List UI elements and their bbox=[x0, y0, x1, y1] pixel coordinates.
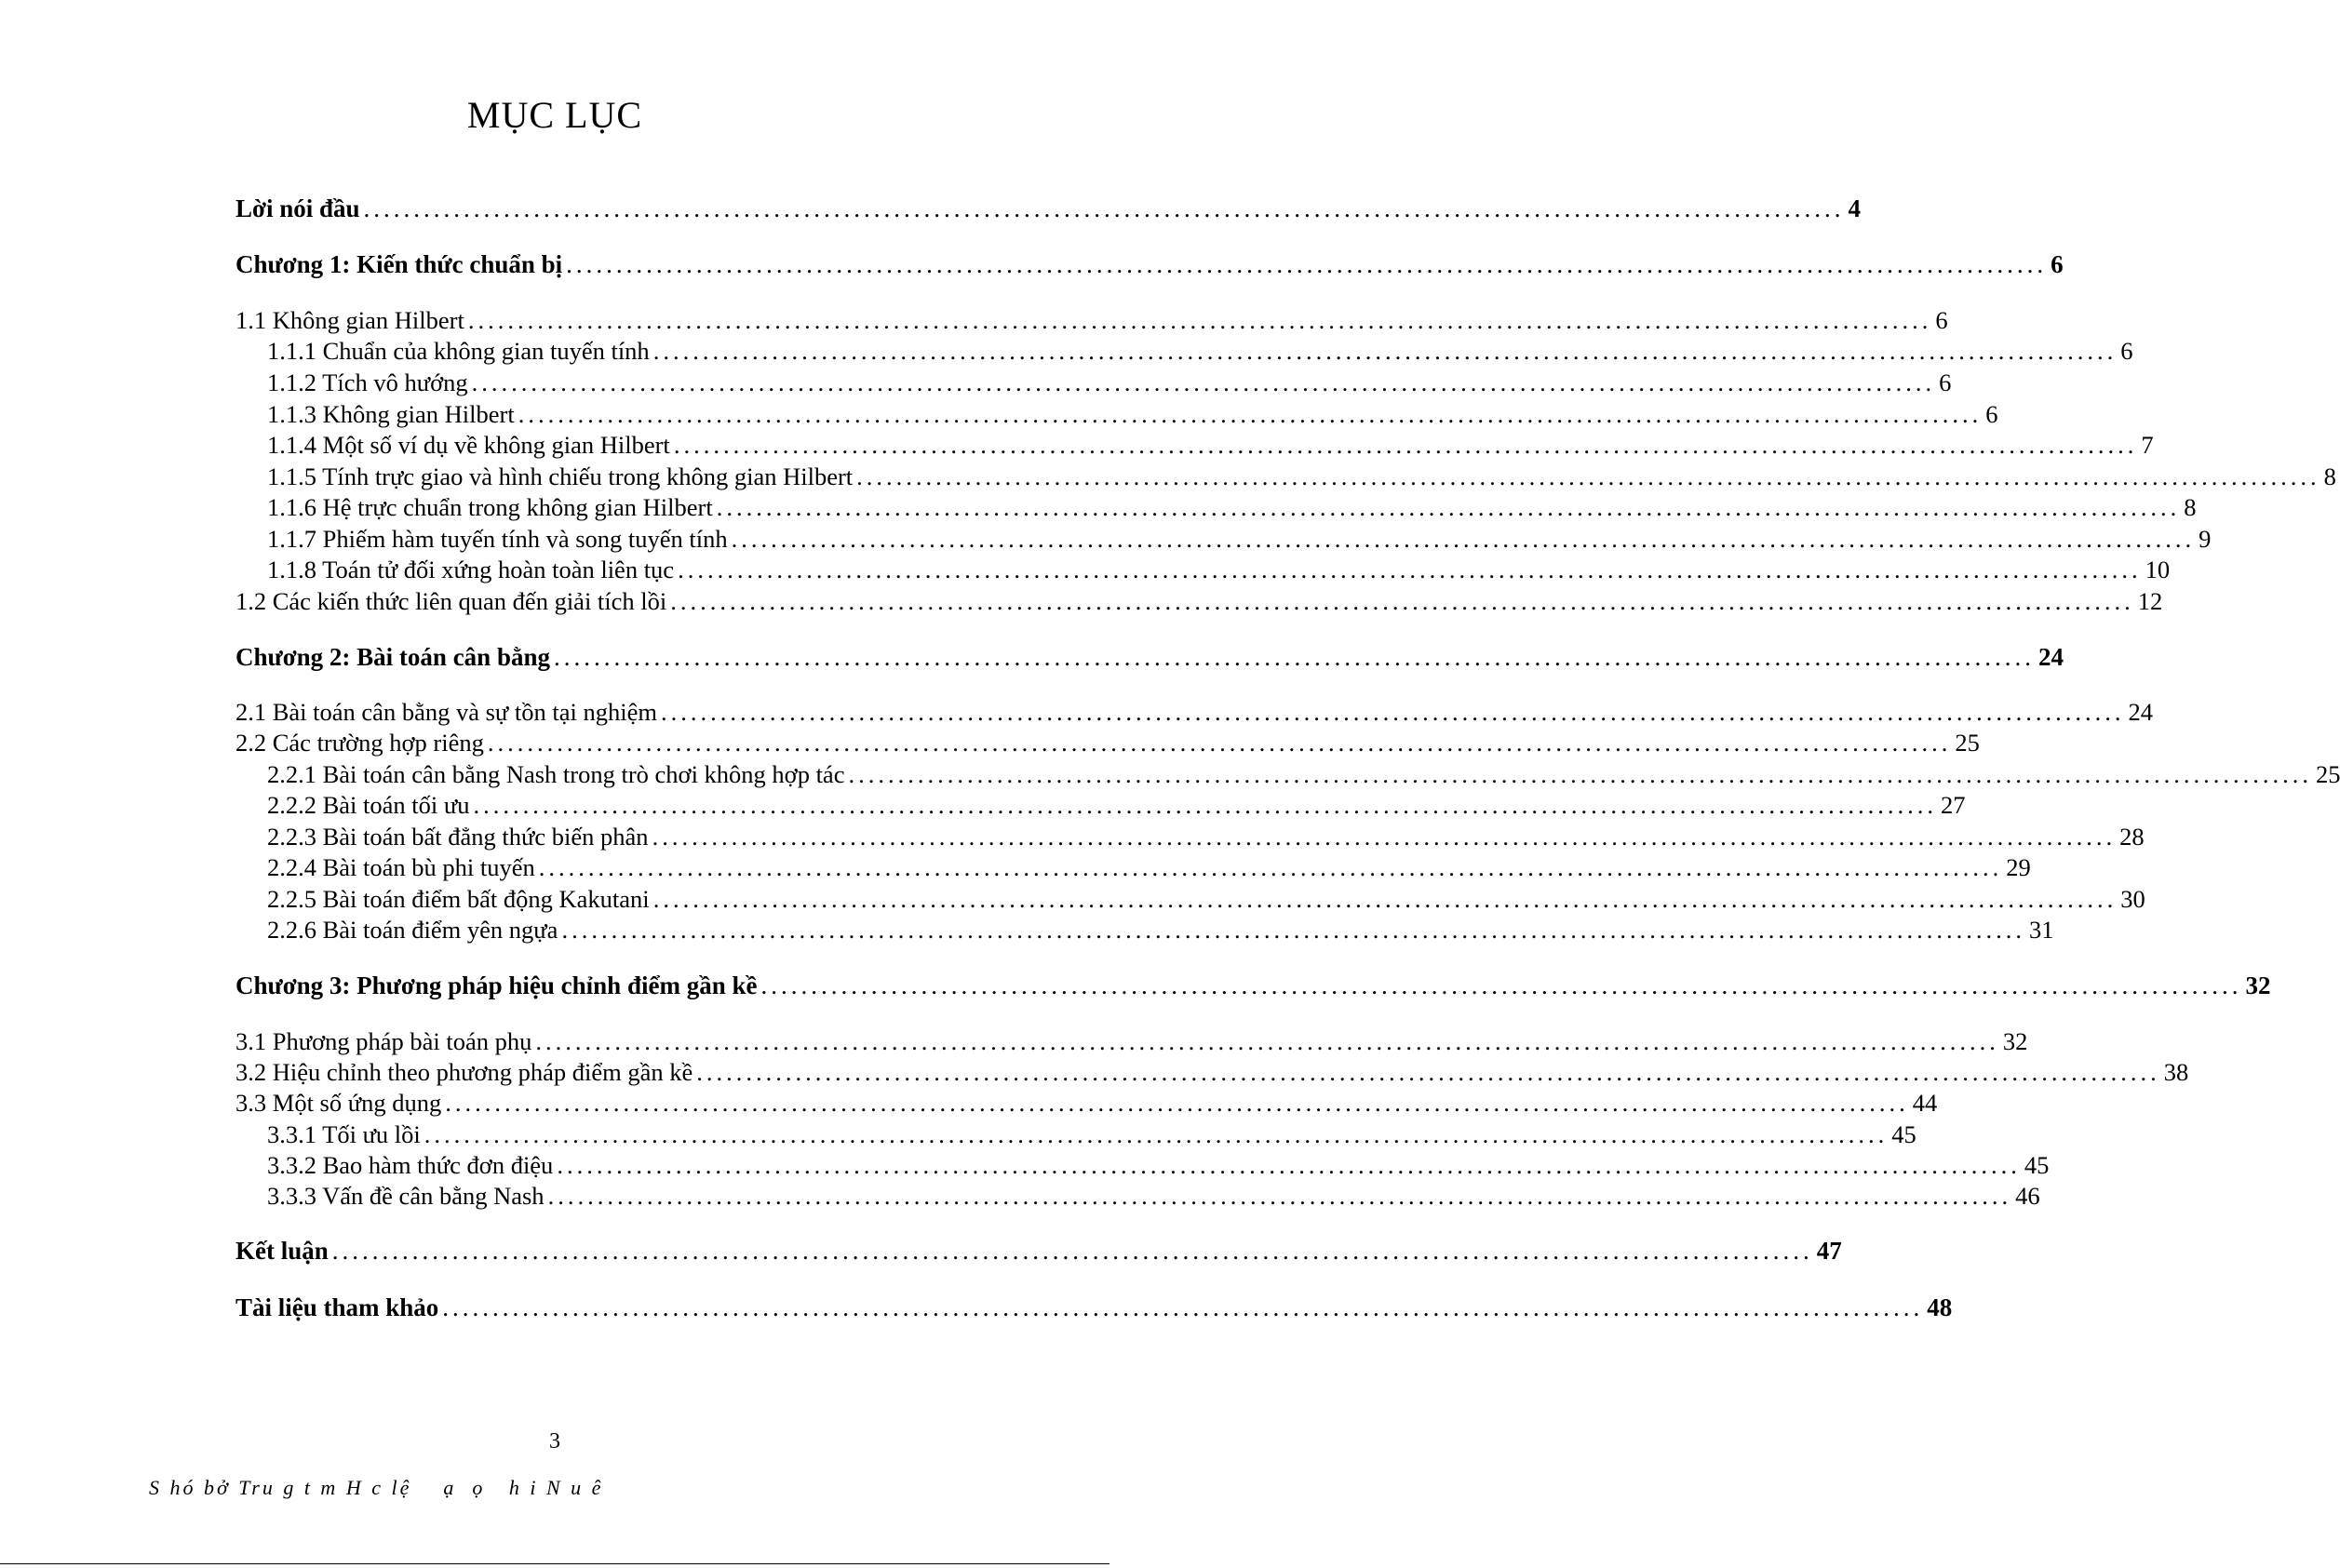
toc-entry-title: Chương 2: Bài toán cân bằng bbox=[235, 643, 550, 671]
toc-entry-title: Tài liệu tham khảo bbox=[235, 1293, 439, 1321]
toc-leader-dots: .................................................................................................................................................... bbox=[518, 400, 1983, 428]
toc-entry bbox=[267, 522, 2212, 556]
toc-entry bbox=[267, 553, 2171, 586]
toc-leader-dots: .................................................................................................................................................... bbox=[652, 823, 2117, 851]
toc-leader-dots: .................................................................................................................................................... bbox=[424, 1120, 1889, 1148]
toc-entry-title: 1.1.3 Không gian Hilbert bbox=[267, 400, 515, 428]
toc-entry-page: 38 bbox=[2163, 1058, 2189, 1086]
toc-entry-page: 32 bbox=[2002, 1027, 2028, 1055]
toc-entry-title: 3.3.2 Bao hàm thức đơn điệu bbox=[267, 1151, 554, 1179]
toc-entry-page: 6 bbox=[1935, 306, 1948, 334]
toc-entry-page: 45 bbox=[1891, 1120, 1916, 1148]
toc-entry bbox=[267, 1118, 1916, 1151]
toc-leader-dots: .................................................................................................................................................... bbox=[363, 194, 1845, 222]
toc-entry-title: Lời nói đầu bbox=[235, 194, 360, 222]
toc-entry-title: 2.2.4 Bài toán bù phi tuyến bbox=[267, 853, 535, 881]
toc-entry-page: 24 bbox=[2037, 643, 2064, 671]
toc-entry-page: 12 bbox=[2137, 587, 2163, 615]
toc-entry bbox=[235, 1291, 1953, 1324]
toc-entry bbox=[235, 1086, 1938, 1119]
toc-entry-title: 3.2 Hiệu chỉnh theo phương pháp điểm gần kề bbox=[235, 1058, 693, 1086]
toc-entry bbox=[235, 1234, 1842, 1267]
toc-entry bbox=[267, 428, 2154, 462]
toc-entry-title: 1.1.5 Tính trực giao và hình chiếu trong không gian Hilbert bbox=[267, 462, 854, 490]
toc-entry-title: 2.1 Bài toán cân bằng và sự tồn tại nghiệm bbox=[235, 698, 657, 726]
toc-entry-title: 2.2.3 Bài toán bất đẳng thức biến phân bbox=[267, 823, 649, 851]
toc-entry bbox=[267, 1148, 2050, 1182]
toc-entry-title: 3.1 Phương pháp bài toán phụ bbox=[235, 1027, 532, 1055]
page-title: MỤC LỤC bbox=[466, 94, 643, 136]
toc-entry bbox=[235, 1025, 2028, 1058]
toc-entry-page: 4 bbox=[1848, 194, 1862, 222]
toc-entry bbox=[235, 192, 1862, 225]
toc-entry bbox=[267, 490, 2197, 524]
toc-leader-dots: .................................................................................................................................................... bbox=[856, 462, 2320, 490]
toc-leader-dots: .................................................................................................................................................... bbox=[760, 972, 2242, 999]
toc-entry-page: 8 bbox=[2323, 462, 2336, 490]
toc-leader-dots: .................................................................................................................................................... bbox=[716, 493, 2181, 521]
toc-leader-dots: .................................................................................................................................................... bbox=[471, 369, 1936, 396]
toc-leader-dots: .................................................................................................................................................... bbox=[673, 431, 2138, 459]
toc-leader-dots: .................................................................................................................................................... bbox=[442, 1293, 1924, 1321]
toc-entry-page: 30 bbox=[2120, 885, 2145, 913]
toc-entry-title: 2.2.1 Bài toán cân bằng Nash trong trò chơi không hợp tác bbox=[267, 760, 845, 788]
toc-leader-dots: .................................................................................................................................................... bbox=[467, 306, 1932, 334]
toc-entry-title: 2.2.2 Bài toán tối ưu bbox=[267, 791, 470, 819]
toc-entry-title: 2.2.5 Bài toán điểm bất động Kakutani bbox=[267, 885, 650, 913]
toc-entry-title: 2.2.6 Bài toán điểm yên ngựa bbox=[267, 916, 558, 944]
toc-entry bbox=[267, 820, 2145, 853]
toc-entry-page: 6 bbox=[1939, 369, 1952, 396]
toc-leader-dots: .................................................................................................................................................... bbox=[670, 587, 2134, 615]
toc-entry-title: 1.2 Các kiến thức liên quan đến giải tích lồi bbox=[235, 587, 667, 615]
toc-leader-dots: .................................................................................................................................................... bbox=[566, 250, 2048, 278]
toc-entry-title: 2.2 Các trường hợp riêng bbox=[235, 729, 484, 757]
toc-leader-dots: .................................................................................................................................................... bbox=[538, 853, 2003, 881]
toc-entry-page: 25 bbox=[2315, 760, 2340, 788]
toc-entry bbox=[267, 913, 2054, 946]
toc-leader-dots: .................................................................................................................................................... bbox=[473, 791, 1938, 819]
toc-entry bbox=[235, 248, 2064, 281]
toc-entry-title: 1.1.8 Toán tử đối xứng hoàn toàn liên tục bbox=[267, 556, 675, 583]
toc-leader-dots: .................................................................................................................................................... bbox=[445, 1089, 1909, 1117]
toc-leader-dots: .................................................................................................................................................... bbox=[660, 698, 2125, 726]
toc-entry-title: Chương 1: Kiến thức chuẩn bị bbox=[235, 250, 563, 278]
toc-entry-title: 1.1.1 Chuẩn của không gian tuyến tính bbox=[267, 337, 650, 365]
bottom-rule bbox=[0, 1563, 1109, 1564]
toc-entry-title: 3.3 Một số ứng dụng bbox=[235, 1089, 442, 1117]
toc-entry-page: 31 bbox=[2028, 916, 2054, 944]
toc-entry-title: 1.1 Không gian Hilbert bbox=[235, 306, 464, 334]
toc-entry bbox=[267, 882, 2145, 916]
toc-entry-title: 3.3.3 Vấn đề cân bằng Nash bbox=[267, 1182, 545, 1210]
toc-entry bbox=[235, 695, 2153, 729]
toc-entry bbox=[267, 397, 1998, 431]
toc-leader-dots: .................................................................................................................................................... bbox=[553, 643, 2035, 671]
toc-entry-title: 1.1.2 Tích vô hướng bbox=[267, 369, 468, 396]
toc-entry bbox=[235, 726, 1980, 759]
toc-entry bbox=[267, 851, 2031, 884]
toc-entry bbox=[267, 788, 1966, 822]
toc-entry-page: 6 bbox=[1985, 400, 1998, 428]
toc-entry-page: 48 bbox=[1927, 1293, 1953, 1321]
toc-entry-page: 24 bbox=[2128, 698, 2153, 726]
toc-leader-dots: .................................................................................................................................................... bbox=[731, 525, 2196, 553]
toc-entry-page: 6 bbox=[2051, 250, 2064, 278]
toc-entry-page: 6 bbox=[2120, 337, 2133, 365]
toc-entry bbox=[267, 757, 2340, 791]
toc-leader-dots: .................................................................................................................................................... bbox=[487, 729, 1952, 757]
toc-entry bbox=[235, 584, 2163, 618]
toc-entry-page: 28 bbox=[2119, 823, 2145, 851]
toc-entry-page: 25 bbox=[1955, 729, 1980, 757]
toc-entry bbox=[235, 969, 2271, 1002]
toc-entry-title: 1.1.4 Một số ví dụ về không gian Hilbert bbox=[267, 431, 670, 459]
toc-leader-dots: .................................................................................................................................................... bbox=[535, 1027, 1999, 1055]
toc-entry bbox=[267, 366, 1952, 399]
toc-leader-dots: .................................................................................................................................................... bbox=[331, 1237, 1813, 1265]
toc-leader-dots: .................................................................................................................................................... bbox=[547, 1182, 2012, 1210]
toc-entry-title: 1.1.6 Hệ trực chuẩn trong không gian Hilbert bbox=[267, 493, 713, 521]
toc-entry-page: 29 bbox=[2006, 853, 2031, 881]
toc-leader-dots: .................................................................................................................................................... bbox=[561, 916, 2025, 944]
toc-entry-page: 46 bbox=[2015, 1182, 2040, 1210]
toc-entry-title: 3.3.1 Tối ưu lồi bbox=[267, 1120, 421, 1148]
toc-entry-title: Kết luận bbox=[235, 1237, 329, 1265]
toc-leader-dots: .................................................................................................................................................... bbox=[557, 1151, 2021, 1179]
page-number: 3 bbox=[549, 1429, 560, 1454]
toc-entry-page: 44 bbox=[1912, 1089, 1938, 1117]
toc-entry-page: 45 bbox=[2024, 1151, 2050, 1179]
footer-watermark: S hó bở Tru g t m H c lệ ạ ọ h i N u ê bbox=[149, 1476, 604, 1499]
toc-entry bbox=[267, 334, 2133, 368]
toc-leader-dots: .................................................................................................................................................... bbox=[696, 1058, 2160, 1086]
toc-entry bbox=[235, 640, 2064, 674]
toc-leader-dots: .................................................................................................................................................... bbox=[652, 337, 2118, 365]
toc-entry bbox=[267, 1179, 2040, 1213]
toc-entry-page: 9 bbox=[2199, 525, 2212, 553]
toc-leader-dots: .................................................................................................................................................... bbox=[678, 556, 2142, 583]
toc-entry-title: 1.1.7 Phiếm hàm tuyến tính và song tuyến tính bbox=[267, 525, 728, 553]
toc-leader-dots: .................................................................................................................................................... bbox=[652, 885, 2118, 913]
toc-entry-page: 32 bbox=[2245, 972, 2271, 999]
toc-entry-page: 27 bbox=[1941, 791, 1966, 819]
toc-entry-page: 7 bbox=[2141, 431, 2154, 459]
toc-entry bbox=[235, 1055, 2189, 1089]
toc-entry bbox=[235, 303, 1948, 337]
toc-entry-page: 8 bbox=[2184, 493, 2197, 521]
toc-entry bbox=[267, 460, 2336, 493]
toc-entry-page: 10 bbox=[2145, 556, 2171, 583]
toc-leader-dots: .................................................................................................................................................... bbox=[848, 760, 2312, 788]
toc-entry-page: 47 bbox=[1816, 1237, 1842, 1265]
toc-entry-title: Chương 3: Phương pháp hiệu chỉnh điểm gần kề bbox=[235, 972, 758, 999]
